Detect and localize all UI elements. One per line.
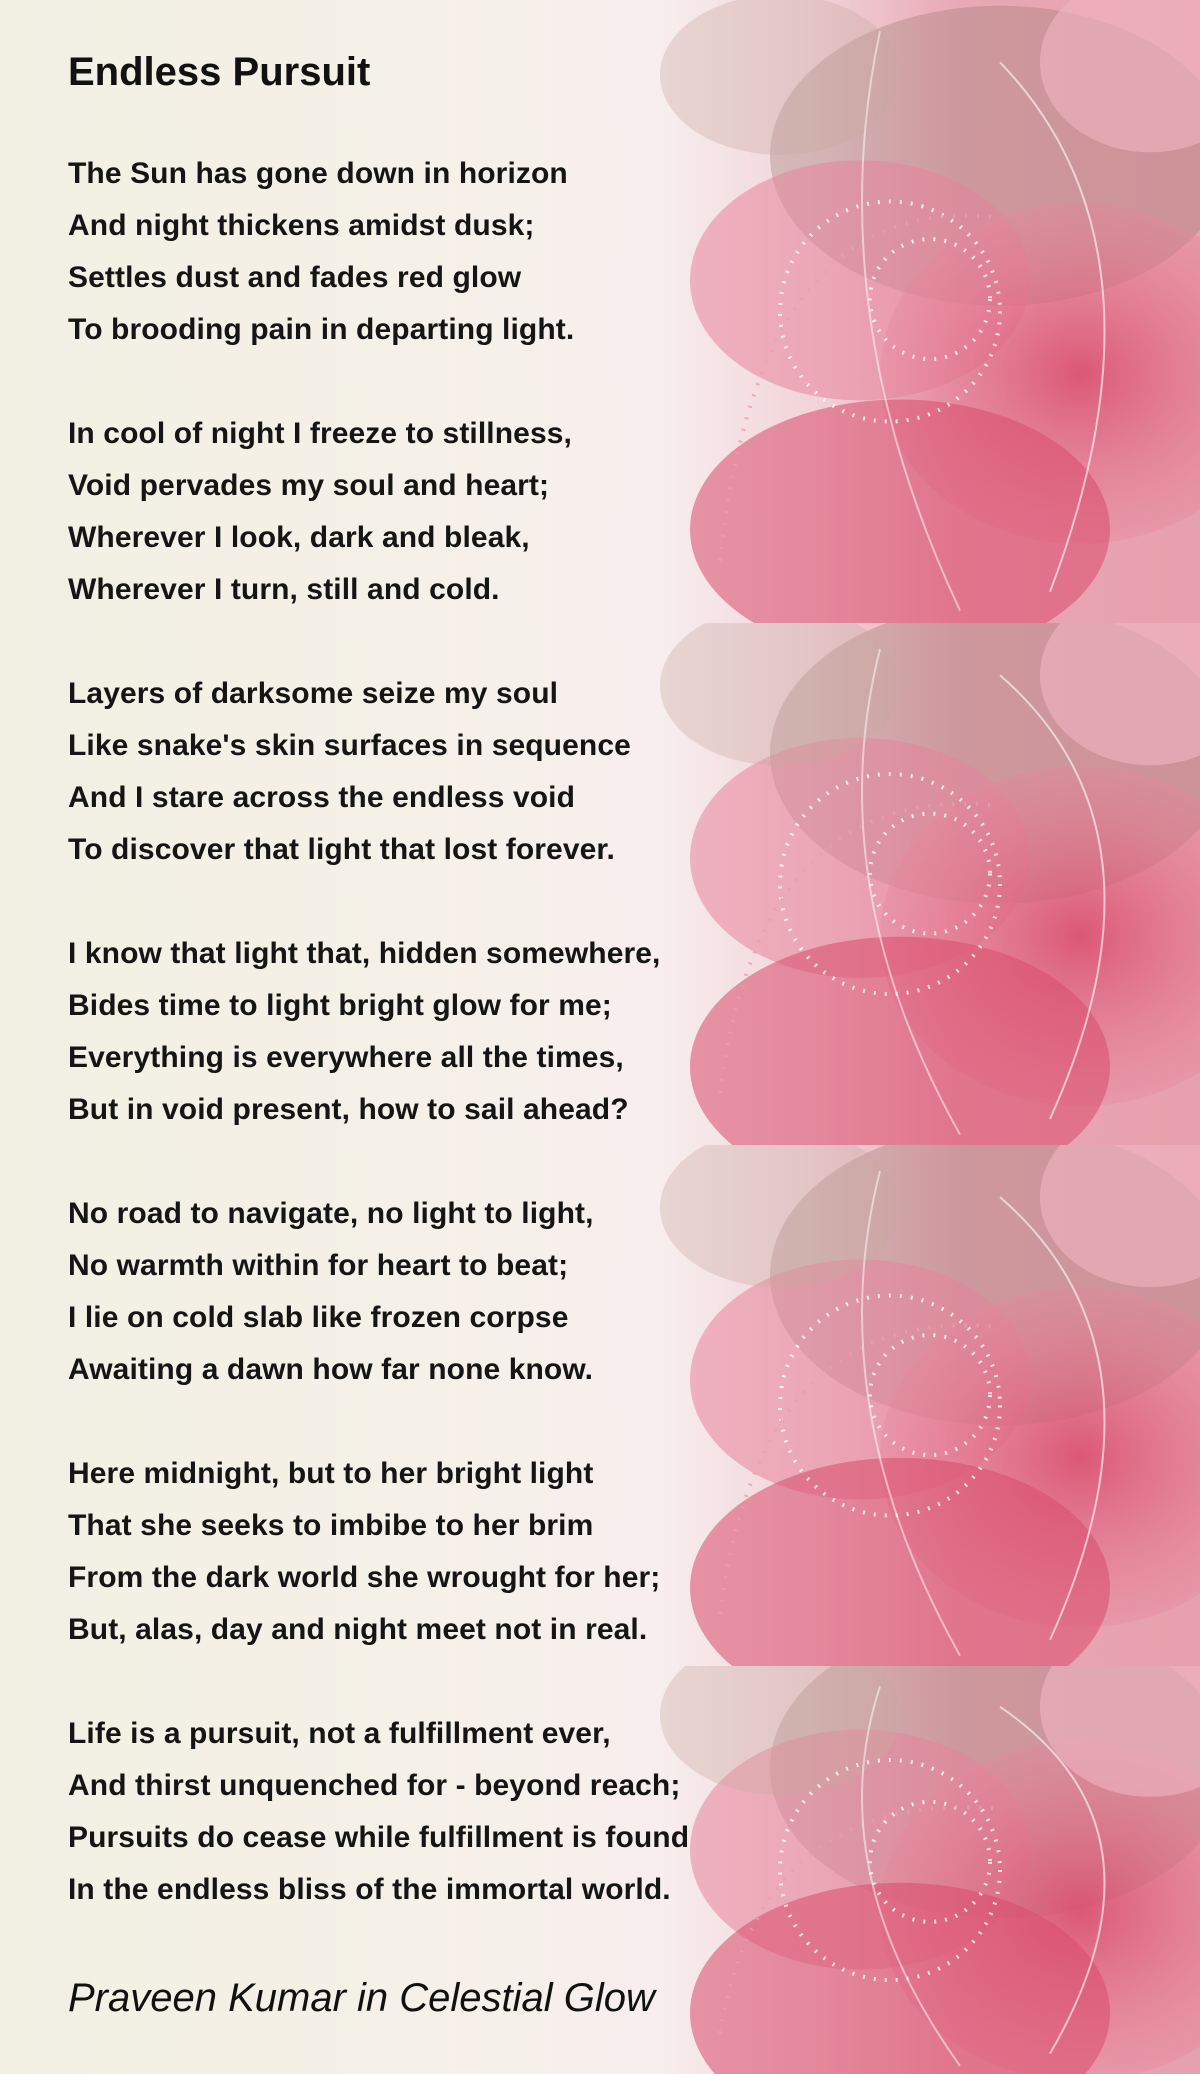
- poem-line: Here midnight, but to her bright light: [68, 1457, 594, 1490]
- poem-line: Pursuits do cease while fulfillment is found: [68, 1821, 690, 1854]
- poem-line: But in void present, how to sail ahead?: [68, 1093, 629, 1126]
- poem-line: Everything is everywhere all the times,: [68, 1041, 624, 1074]
- poem-line: Like snake's skin surfaces in sequence: [68, 729, 631, 762]
- poem-line: Settles dust and fades red glow: [68, 261, 522, 294]
- poem-line: I know that light that, hidden somewhere,: [68, 937, 661, 970]
- poem-line: Layers of darksome seize my soul: [68, 677, 559, 710]
- poem-line: The Sun has gone down in horizon: [68, 157, 568, 190]
- poem-line: That she seeks to imbibe to her brim: [68, 1509, 594, 1542]
- poem-line: Wherever I look, dark and bleak,: [68, 521, 530, 554]
- poem-line: And I stare across the endless void: [68, 781, 576, 814]
- poem-line: Void pervades my soul and heart;: [68, 469, 550, 502]
- title: Endless Pursuit: [68, 50, 371, 94]
- poem-line: And night thickens amidst dusk;: [68, 209, 535, 242]
- poem-line: In cool of night I freeze to stillness,: [68, 417, 572, 450]
- poem-line: Life is a pursuit, not a fulfillment ever,: [68, 1717, 611, 1750]
- author-credit: Praveen Kumar in Celestial Glow: [68, 1976, 655, 2020]
- poem-line: I lie on cold slab like frozen corpse: [68, 1301, 569, 1334]
- poem-line: In the endless bliss of the immortal world.: [68, 1873, 671, 1906]
- poem-line: But, alas, day and night meet not in real.: [68, 1613, 648, 1646]
- poem-line: Wherever I turn, still and cold.: [68, 573, 500, 606]
- poem-line: Awaiting a dawn how far none know.: [68, 1353, 594, 1386]
- poem-line: Bides time to light bright glow for me;: [68, 989, 612, 1022]
- poem-line: And thirst unquenched for - beyond reach;: [68, 1769, 681, 1802]
- poem-line: From the dark world she wrought for her;: [68, 1561, 661, 1594]
- poem-line: To brooding pain in departing light.: [68, 313, 575, 346]
- poem-line: No road to navigate, no light to light,: [68, 1197, 594, 1230]
- poem-line: No warmth within for heart to beat;: [68, 1249, 569, 1282]
- poem-line: To discover that light that lost forever.: [68, 833, 615, 866]
